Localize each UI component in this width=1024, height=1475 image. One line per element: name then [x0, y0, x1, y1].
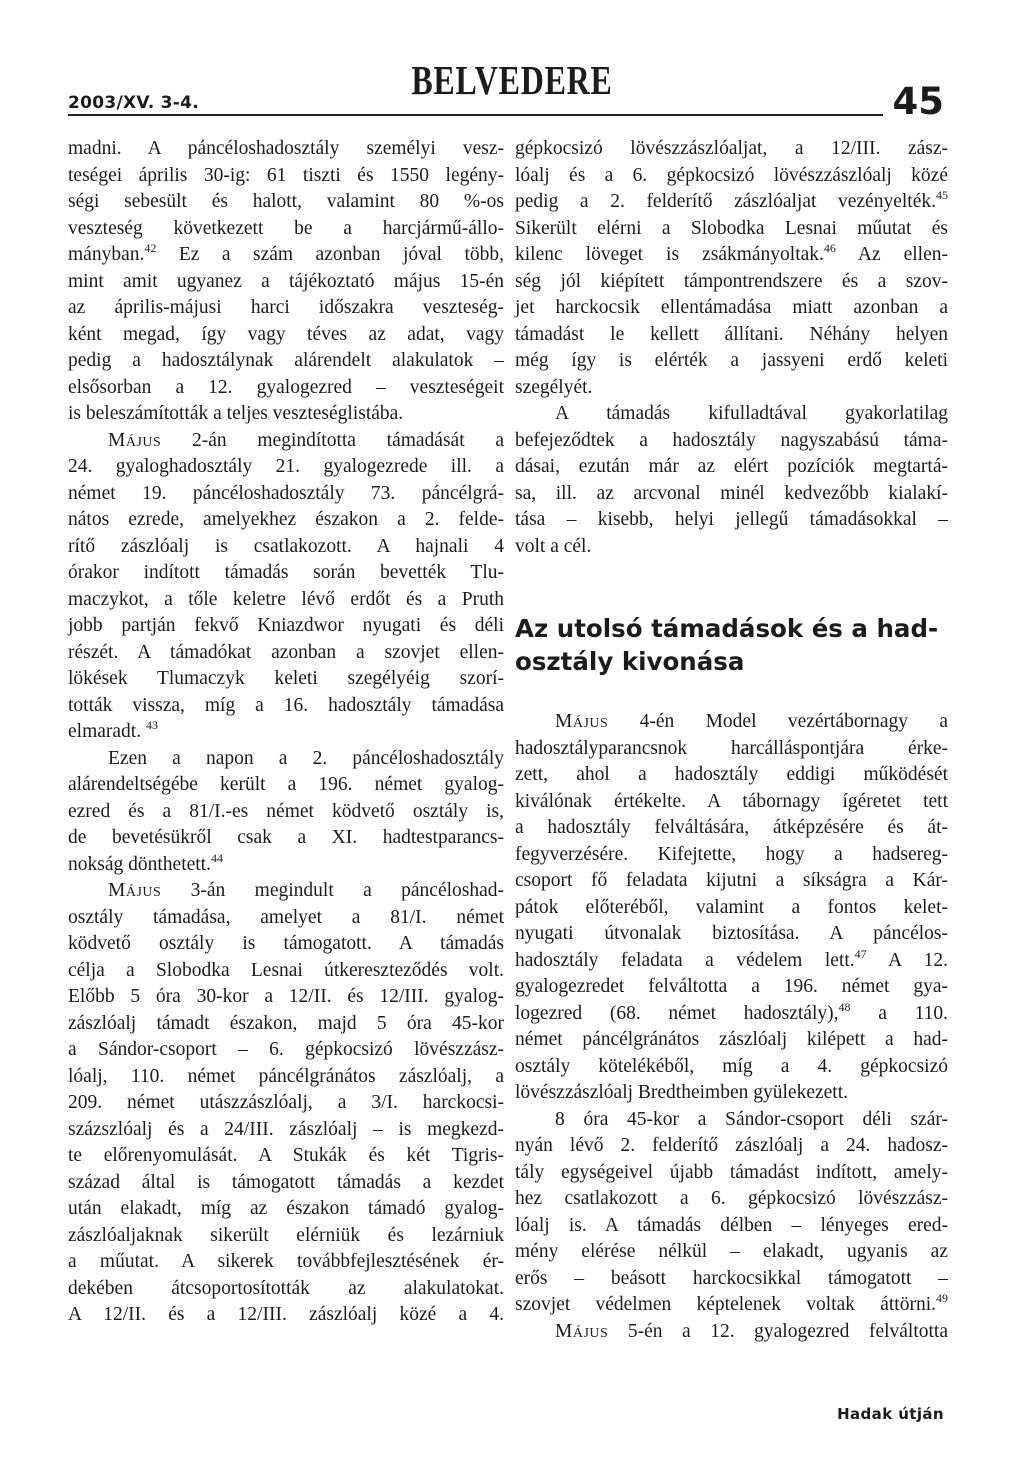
right-column-upper-text	[515, 136, 948, 560]
line-text: 2-án megindította támadását a	[161, 429, 504, 451]
footer-section-label: Hadak útján	[837, 1405, 944, 1423]
text-line	[515, 789, 948, 816]
line-text: 209. német utászzászlóalj, a 3/I. harckocsi-	[68, 1092, 504, 1113]
line-text: 8 óra 45-kor a Sándor-csoport déli szár-	[555, 1108, 948, 1130]
line-text: A 12.	[866, 949, 948, 971]
date-smallcaps: Május	[555, 1320, 609, 1342]
line-text: teségei április 30-ig: 61 tiszti és 1550 legény-	[68, 164, 504, 186]
text-line	[515, 1186, 948, 1213]
text-line	[515, 136, 948, 163]
right-column	[515, 136, 948, 1345]
line-text: a hadosztály felváltására, átképzésére és át-	[515, 817, 948, 838]
text-line	[68, 163, 504, 190]
line-text: még így is elérték a jassyeni erdő keleti	[515, 350, 948, 371]
line-text: is beleszámították a teljes veszteséglistába.	[68, 403, 404, 424]
text-line	[515, 1001, 948, 1028]
text-line	[515, 1107, 948, 1134]
line-text: alárendeltségébe került a 196. német gyalog-	[68, 774, 504, 795]
text-line	[68, 295, 504, 322]
line-text: lökések Tlumaczyk keleti szegélyéig szorí-	[68, 668, 504, 689]
text-line	[68, 348, 504, 375]
line-text: után elakadt, míg az északon támadó gyalog-	[68, 1198, 504, 1219]
line-text: század által is támogatott támadás a kezdet	[68, 1171, 504, 1193]
line-text: gyalogezredet felváltotta a 196. német gya-	[515, 976, 948, 997]
text-line	[515, 868, 948, 895]
right-column-lower-text	[515, 709, 948, 1345]
line-text: tása – kisebb, helyi jellegű támadásokkal –	[515, 509, 948, 530]
text-line	[68, 825, 504, 852]
line-text: lövészzászlóalj Bredtheimben gyülekezett.	[515, 1082, 848, 1103]
text-line	[68, 1223, 504, 1250]
text-line	[68, 772, 504, 799]
text-line	[515, 1213, 948, 1240]
section-heading	[515, 612, 948, 678]
line-text: zett, ahol a hadosztály eddigi működését	[515, 764, 948, 785]
text-line	[68, 799, 504, 826]
line-text: logezred (68. német hadosztály),	[515, 1002, 839, 1024]
left-column	[68, 136, 504, 1329]
text-line	[515, 974, 948, 1001]
line-text: rítő zászlóalj is csatlakozott. A hajnali 4	[68, 535, 504, 557]
line-text: nyán lévő 2. felderítő zászlóalj a 24. hadosz-	[515, 1135, 948, 1156]
text-line	[515, 921, 948, 948]
text-line	[515, 842, 948, 869]
text-line	[68, 905, 504, 932]
line-text: ként megad, így vagy téves az adat, vagy	[68, 323, 504, 345]
text-line	[68, 322, 504, 349]
text-line	[515, 736, 948, 763]
line-text: a Sándor-csoport – 6. gépkocsizó lövészzász-	[68, 1039, 504, 1060]
text-line	[68, 1170, 504, 1197]
text-line	[68, 666, 504, 693]
date-smallcaps: Május	[108, 880, 162, 901]
date-smallcaps: Május	[108, 429, 162, 451]
line-text: részét. A támadókat azonban a szovjet ellen-	[68, 641, 504, 663]
line-text: osztály támadása, amelyet a 81/I. német	[68, 906, 504, 928]
line-text: lóalj és a 6. gépkocsizó lövészzászlóalj közé	[515, 164, 948, 186]
line-text: hez csatlakozott a 6. gépkocsizó lövészzász-	[515, 1188, 948, 1209]
line-text: tály egységeivel újabb támadást indított, amely-	[515, 1161, 948, 1183]
text-line	[68, 852, 504, 879]
line-text: lóalj is. A támadás délben – lényeges ered-	[515, 1214, 948, 1236]
line-text: lóalj, 110. német páncélgránátos zászlóalj, a	[68, 1065, 504, 1087]
line-text: veszteség következett be a harcjármű-állo-	[68, 217, 504, 239]
text-line	[515, 1133, 948, 1160]
line-text: százszlóalj és a 24/III. zászlóalj – is megkezd-	[68, 1118, 504, 1140]
line-text: Ezen a napon a 2. páncéloshadosztály	[108, 747, 504, 769]
line-text: jobb partján fekvő Kniazdwor nyugati és déli	[68, 615, 504, 636]
text-line	[68, 984, 504, 1011]
text-line	[68, 878, 504, 905]
line-text: gépkocsizó lövészzászlóaljat, a 12/III. zász-	[515, 138, 948, 159]
line-text: ezred és a 81/I.-es német ködvető osztály is,	[68, 800, 504, 822]
line-text: elsősorban a 12. gyalogezred – veszteségeit	[68, 376, 504, 398]
text-line	[68, 454, 504, 481]
line-text: a 110.	[850, 1002, 949, 1024]
line-text: nokság dönthetett.	[68, 853, 211, 875]
text-line	[68, 136, 504, 163]
text-line	[68, 1302, 504, 1329]
line-text: pedig a 2. felderítő zászlóaljat vezényelték.	[515, 191, 936, 212]
text-line	[515, 322, 948, 349]
line-text: 5-én a 12. gyalogezred felváltotta	[608, 1320, 948, 1342]
text-line	[515, 895, 948, 922]
text-line	[515, 507, 948, 534]
text-line	[515, 242, 948, 269]
text-line	[68, 189, 504, 216]
text-line	[68, 719, 504, 746]
text-line	[68, 1011, 504, 1038]
line-text: német páncélgránátos zászlóalj kilépett a had-	[515, 1029, 948, 1050]
line-text: 24. gyaloghadosztály 21. gyalogezrede ill. a	[68, 456, 504, 477]
line-text: volt a cél.	[515, 535, 592, 557]
line-text: zászlóalj támadt északon, majd 5 óra 45-kor	[68, 1012, 504, 1034]
line-text: pátok előteréből, valamint a fontos kelet-	[515, 896, 948, 918]
text-line	[68, 216, 504, 243]
text-line	[515, 189, 948, 216]
text-line	[515, 269, 948, 296]
text-line	[515, 428, 948, 455]
line-text: osztály kötelékéből, míg a 4. gépkocsizó	[515, 1055, 948, 1077]
line-text: hadosztály feladata a védelem lett.	[515, 949, 855, 971]
line-text: az április-májusi harci időszakra veszteség-	[68, 297, 504, 318]
text-line	[515, 948, 948, 975]
text-line	[515, 709, 948, 736]
line-text: befejeződtek a hadosztály nagyszabású táma-	[515, 429, 948, 451]
line-text: a műutat. A sikerek továbbfejlesztésének ér-	[68, 1251, 504, 1272]
line-text: jet harckocsik ellentámadása miatt azonban a	[515, 297, 948, 318]
text-line	[515, 1054, 948, 1081]
footnote-ref: 45	[936, 188, 948, 202]
line-text: Ez a szám azonban jóval több,	[156, 244, 504, 265]
text-line	[68, 1143, 504, 1170]
line-text: Előbb 5 óra 30-kor a 12/II. és 12/III. gyalog-	[68, 986, 504, 1007]
line-text: mányban.	[68, 244, 145, 265]
line-text: kiválónak értékelte. A tábornagy ígéretet tett	[515, 790, 948, 812]
text-line	[515, 163, 948, 190]
line-text: mény elérése nélkül – elakadt, ugyanis az	[515, 1241, 948, 1262]
line-text: pedig a hadosztálynak alárendelt alakulatok –	[68, 350, 504, 371]
line-text: erős – beásott harckocsikkal támogatott –	[515, 1267, 948, 1289]
text-line	[68, 507, 504, 534]
line-text: ség jól kiépített támpontrendszere és a szov-	[515, 270, 948, 292]
text-line	[68, 375, 504, 402]
text-line	[515, 295, 948, 322]
line-text: szegélyét.	[515, 376, 593, 398]
text-line	[68, 958, 504, 985]
line-text: mint amit ugyanez a tájékoztató május 15-én	[68, 270, 504, 292]
line-text: csoport fő feladata kijutni a síkságra a Kár-	[515, 870, 948, 891]
text-line	[515, 454, 948, 481]
line-text: elmaradt.	[68, 721, 146, 742]
line-text: hadosztályparancsnok harcálláspontjára érke-	[515, 737, 948, 759]
line-text: órakor indított támadás során bevették Tlu-	[68, 562, 504, 583]
text-line	[68, 481, 504, 508]
text-line	[68, 1117, 504, 1144]
text-line	[515, 1160, 948, 1187]
text-line	[68, 1037, 504, 1064]
footnote-ref: 42	[144, 241, 157, 255]
line-text: Sikerült elérni a Slobodka Lesnai műutat és	[515, 217, 948, 239]
text-line	[68, 693, 504, 720]
text-line	[515, 1239, 948, 1266]
text-line	[68, 1090, 504, 1117]
journal-title: BELVEDERE	[411, 57, 613, 103]
header-rule	[68, 114, 883, 116]
line-text: nyugati útvonalak biztosítása. A páncélos-	[515, 923, 948, 944]
line-text: szovjet védelmen képtelenek voltak áttörni.	[515, 1294, 936, 1315]
line-text: nátos ezrede, amelyekhez északon a 2. felde-	[68, 509, 504, 530]
text-line	[68, 534, 504, 561]
text-line	[515, 1319, 948, 1346]
line-text: német 19. páncéloshadosztály 73. páncélgrá-	[68, 482, 504, 504]
text-line	[68, 428, 504, 455]
footnote-ref: 46	[823, 241, 836, 255]
text-line	[515, 1266, 948, 1293]
line-text: támadást le kellett állítani. Néhány helyen	[515, 323, 948, 345]
text-line	[68, 1276, 504, 1303]
line-text: dásai, ezután már az elért pozíciók megtartá-	[515, 456, 948, 477]
text-line	[68, 269, 504, 296]
text-line	[515, 216, 948, 243]
line-text: zászlóaljaknak sikerült elérniük és lezárniuk	[68, 1224, 504, 1246]
text-line	[68, 401, 504, 428]
footnote-ref: 43	[145, 718, 158, 732]
footnote-ref: 49	[936, 1291, 948, 1305]
footnote-ref: 44	[210, 850, 223, 865]
text-line	[515, 1292, 948, 1319]
text-line	[515, 815, 948, 842]
footnote-ref: 47	[854, 946, 867, 961]
text-line	[68, 587, 504, 614]
text-line	[68, 560, 504, 587]
text-line	[68, 931, 504, 958]
date-smallcaps: Május	[555, 711, 609, 732]
page-number: 45	[892, 80, 944, 123]
issue-label: 2003/XV. 3-4.	[68, 93, 200, 113]
text-line	[68, 1196, 504, 1223]
line-text: ködvető osztály is támogatott. A támadás	[68, 933, 504, 954]
text-line	[68, 1064, 504, 1091]
text-line	[515, 481, 948, 508]
section-heading-line: Az utolsó támadások és a had-	[515, 614, 939, 643]
line-text: kilenc löveget is zsákmányoltak.	[515, 244, 824, 265]
line-text: 4-én Model vezértábornagy a	[608, 711, 948, 732]
text-line	[515, 348, 948, 375]
line-text: fegyverzésére. Kifejtette, hogy a hadsereg-	[515, 843, 948, 865]
line-text: ségi sebesült és halott, valamint 80 %-os	[68, 191, 504, 212]
line-text: maczykot, a tőle keletre lévő erdőt és a Pruth	[68, 588, 504, 610]
line-text: A 12/II. és a 12/III. zászlóalj közé a 4.	[68, 1304, 504, 1325]
line-text: Az ellen-	[835, 244, 948, 265]
text-line	[515, 534, 948, 561]
section-heading-line: osztály kivonása	[515, 647, 745, 676]
text-line	[515, 1080, 948, 1107]
text-line	[515, 401, 948, 428]
text-line	[68, 1249, 504, 1276]
text-line	[68, 746, 504, 773]
text-line	[68, 640, 504, 667]
text-line	[68, 242, 504, 269]
line-text: de bevetésükről csak a XI. hadtestparancs-	[68, 827, 504, 848]
line-text: sa, ill. az arcvonal minél kedvezőbb kialakí-	[515, 482, 948, 504]
line-text: 3-án megindult a páncéloshad-	[161, 880, 504, 901]
line-text: madni. A páncéloshadosztály személyi vesz-	[68, 138, 504, 159]
line-text: dekében átcsoportosították az alakulatokat.	[68, 1277, 504, 1299]
footnote-ref: 48	[838, 999, 851, 1014]
line-text: tották vissza, míg a 16. hadosztály támadása	[68, 694, 504, 716]
line-text: te előrenyomulását. A Stukák és két Tigris-	[68, 1145, 504, 1166]
text-line	[515, 1027, 948, 1054]
line-text: A támadás kifulladtával gyakorlatilag	[555, 403, 948, 424]
text-line	[515, 375, 948, 402]
line-text: célja a Slobodka Lesnai útkereszteződés volt.	[68, 959, 504, 981]
text-line	[68, 613, 504, 640]
text-line	[515, 762, 948, 789]
